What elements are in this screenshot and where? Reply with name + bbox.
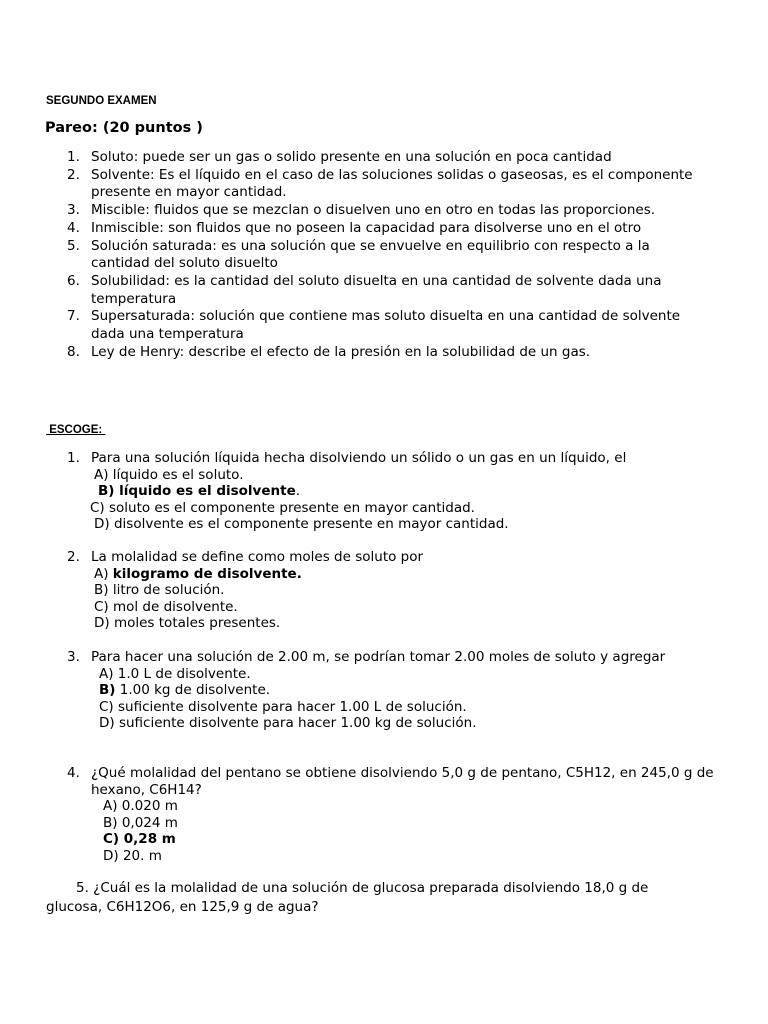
pareo-item xyxy=(0,344,700,362)
option-bold: B) xyxy=(99,682,116,699)
pareo-item xyxy=(0,149,700,167)
answer-option xyxy=(103,831,720,848)
option-text: 0,024 m xyxy=(121,814,178,831)
pareo-item-number: 3. xyxy=(67,202,80,219)
answer-option xyxy=(99,699,720,716)
option-prefix: B) xyxy=(94,582,113,599)
option-prefix: D) xyxy=(94,615,114,632)
question-4 xyxy=(0,765,720,865)
option-prefix: D) xyxy=(99,715,119,732)
pareo-item xyxy=(0,202,700,220)
option-prefix: D) xyxy=(103,847,123,864)
question-stem xyxy=(0,765,720,798)
pareo-item-number: 6. xyxy=(67,272,80,289)
pareo-item-text: Ley de Henry: describe el efecto de la presión en la solubilidad de un gas. xyxy=(91,343,591,360)
pareo-list xyxy=(0,149,700,361)
pareo-item xyxy=(0,273,700,308)
question-number: 3. xyxy=(67,649,80,665)
question-stem-text: Para una solución líquida hecha disolviendo un sólido o un gas en un líquido, el xyxy=(91,450,627,466)
question-stem-text: La molalidad se define como moles de soluto por xyxy=(91,549,424,565)
option-prefix: D) xyxy=(94,516,114,533)
option-prefix: B) xyxy=(103,814,122,831)
question-5-text: 5. ¿Cuál es la molalidad de una solución de glucosa preparada disolviendo 18,0 g de glucosa, C6H12O6, en 125,9 g de agua? xyxy=(46,880,649,915)
pareo-item-number: 1. xyxy=(67,149,80,165)
question-stem-text: ¿Qué molalidad del pentano se obtiene disolviendo 5,0 g de pentano, C5H12, en 245,0 g de hexano, C6H14? xyxy=(91,765,714,798)
pareo-item-text: Supersaturada: solución que contiene mas soluto disuelta en una cantidad de solvente dada una temperatura xyxy=(91,308,681,343)
answer-option xyxy=(94,582,720,599)
option-text: litro de solución. xyxy=(112,582,225,599)
pareo-item-text: Miscible: fluidos que se mezclan o disuelven uno en otro en todas las proporciones. xyxy=(91,202,656,219)
option-bold: C) 0,28 m xyxy=(103,831,176,848)
answer-option xyxy=(103,815,720,832)
option-prefix: A) xyxy=(94,565,113,582)
question-number: 2. xyxy=(67,549,80,565)
option-bold: kilogramo de disolvente. xyxy=(112,565,302,582)
answer-option xyxy=(94,566,720,583)
pareo-item-text: Solubilidad: es la cantidad del soluto disuelta en una cantidad de solvente dada una temperatura xyxy=(91,272,662,307)
pareo-item-number: 4. xyxy=(67,219,80,236)
question-2 xyxy=(0,549,720,632)
pareo-item-text: Solvente: Es el líquido en el caso de las soluciones solidas o gaseosas, es el componente presente en mayor cantidad. xyxy=(91,166,693,201)
pareo-item xyxy=(0,167,700,202)
option-prefix: C) xyxy=(90,499,109,516)
question-stem xyxy=(0,649,720,666)
pareo-item xyxy=(0,308,700,343)
option-text: líquido es el soluto. xyxy=(112,466,244,483)
option-text: mol de disolvente. xyxy=(112,598,238,615)
pareo-item-text: Solución saturada: es una solución que se envuelve en equilibrio con respecto a la cantidad del soluto disuelto xyxy=(91,237,650,272)
pareo-item xyxy=(0,238,700,273)
option-text: 1.0 L de disolvente. xyxy=(117,665,251,682)
option-prefix: A) xyxy=(99,665,118,682)
option-bold: B) líquido es el disolvente xyxy=(98,483,296,500)
option-text: . xyxy=(295,483,301,500)
pareo-item-number: 2. xyxy=(67,166,80,183)
answer-option xyxy=(103,798,720,815)
answer-option xyxy=(99,682,720,699)
answer-option xyxy=(94,599,720,616)
answer-option xyxy=(94,467,720,484)
option-text: disolvente es el componente presente en mayor cantidad. xyxy=(113,516,509,533)
escoge-section-title: ESCOGE: xyxy=(46,424,106,436)
answer-option xyxy=(103,848,720,865)
option-prefix: A) xyxy=(103,798,122,815)
question-5 xyxy=(46,879,686,916)
option-text: 20. m xyxy=(122,847,162,864)
option-prefix: C) xyxy=(99,698,118,715)
answer-option xyxy=(90,500,720,517)
answer-option xyxy=(98,483,720,500)
option-text: moles totales presentes. xyxy=(113,615,281,632)
question-number: 1. xyxy=(67,450,80,466)
option-text: 1.00 kg de disolvente. xyxy=(115,682,271,699)
question-3 xyxy=(0,649,720,732)
question-1 xyxy=(0,450,720,533)
answer-option xyxy=(94,516,720,533)
option-text: suficiente disolvente para hacer 1.00 L de solución. xyxy=(117,698,467,715)
answer-option xyxy=(94,615,720,632)
option-text: suficiente disolvente para hacer 1.00 kg de solución. xyxy=(118,715,477,732)
option-text: soluto es el componente presente en mayor cantidad. xyxy=(108,499,475,516)
option-text: 0.020 m xyxy=(121,798,178,815)
pareo-item-number: 7. xyxy=(67,308,80,325)
option-prefix: A) xyxy=(94,466,113,483)
question-number: 4. xyxy=(67,765,80,781)
answer-option xyxy=(99,666,720,683)
pareo-item-number: 5. xyxy=(67,237,80,254)
answer-option xyxy=(99,715,720,732)
question-stem xyxy=(0,450,720,467)
question-stem-text: Para hacer una solución de 2.00 m, se podrían tomar 2.00 moles de soluto y agregar xyxy=(91,649,666,665)
pareo-item-number: 8. xyxy=(67,343,80,360)
pareo-item xyxy=(0,220,700,238)
pareo-item-text: Inmiscible: son fluidos que no poseen la capacidad para disolverse uno en el otro xyxy=(91,219,642,236)
option-prefix: C) xyxy=(94,598,113,615)
pareo-section-title: Pareo: (20 puntos ) xyxy=(45,120,203,136)
question-stem xyxy=(0,549,720,566)
pareo-item-text: Soluto: puede ser un gas o solido presente en una solución en poca cantidad xyxy=(91,149,612,165)
exam-title: SEGUNDO EXAMEN xyxy=(46,95,157,107)
